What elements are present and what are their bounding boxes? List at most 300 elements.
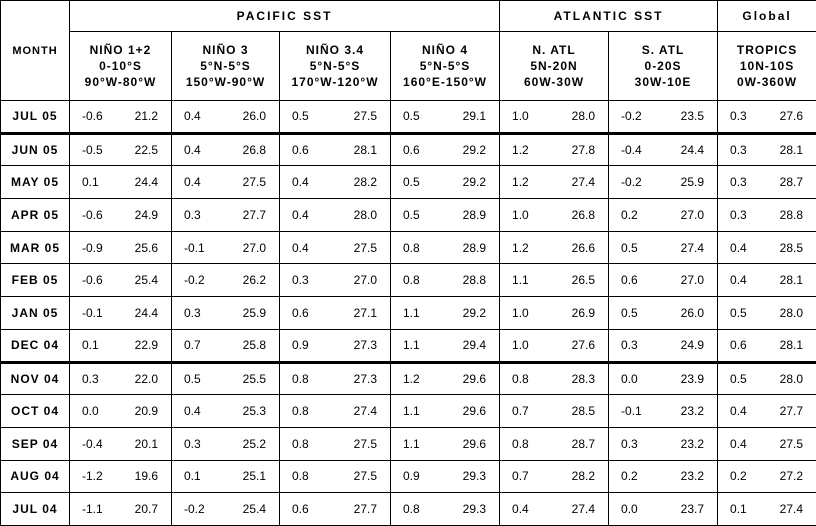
- sst-anomaly-value: 1.2: [512, 143, 529, 158]
- sst-anomaly-value: 0.3: [730, 175, 747, 190]
- region-value-cell: [280, 264, 391, 297]
- sst-anomaly-value: 0.3: [82, 371, 99, 386]
- region-value-cell: [70, 166, 172, 199]
- sst-value: 28.0: [353, 207, 377, 222]
- sst-value: 27.7: [779, 404, 804, 419]
- region-value-cell: [280, 362, 391, 395]
- sst-value: 21.2: [134, 109, 158, 124]
- sst-anomaly-value: 1.1: [403, 305, 420, 320]
- sst-anomaly-value: 0.6: [292, 143, 309, 158]
- global-group-header: Global: [718, 1, 816, 32]
- region-value-cell: [609, 264, 718, 297]
- region-value-cell: [172, 166, 280, 199]
- sst-anomaly-value: 0.7: [512, 469, 529, 484]
- region-value-cell: [500, 199, 609, 232]
- sst-anomaly-value: 0.5: [621, 240, 638, 255]
- sst-value: 26.0: [242, 109, 266, 124]
- sst-value: 27.8: [571, 143, 596, 158]
- sst-anomaly-value: 0.6: [403, 143, 420, 158]
- sst-value: 26.5: [571, 273, 596, 288]
- region-value-cell: [172, 297, 280, 330]
- month-cell: SEP 04: [1, 427, 70, 460]
- region-value-cell: [500, 101, 609, 134]
- sst-anomaly-value: 0.3: [621, 338, 638, 353]
- sst-value: 28.9: [462, 240, 487, 255]
- region-value-cell: [70, 231, 172, 264]
- sst-anomaly-value: 0.5: [403, 175, 420, 190]
- month-cell: APR 05: [1, 199, 70, 232]
- region-value-cell: [172, 460, 280, 493]
- sst-anomaly-value: 0.8: [292, 469, 309, 484]
- sst-anomaly-value: 1.2: [403, 371, 420, 386]
- sst-value: 26.8: [242, 143, 266, 158]
- sst-anomaly-value: 0.8: [292, 436, 309, 451]
- sst-value: 25.1: [242, 469, 266, 484]
- region-value-cell: [718, 362, 816, 395]
- sst-anomaly-value: 0.1: [730, 502, 747, 517]
- region-value-cell: [391, 101, 500, 134]
- sst-anomaly-value: 0.4: [184, 109, 201, 124]
- region-value-cell: [500, 329, 609, 362]
- sst-value: 24.4: [680, 143, 705, 158]
- sst-anomaly-value: -0.2: [184, 273, 205, 288]
- region-header-nino34: NIÑO 3.4 5°N-5°S 170°W-120°W: [280, 32, 391, 101]
- month-cell: NOV 04: [1, 362, 70, 395]
- sst-value: 28.7: [779, 175, 804, 190]
- sst-value: 20.1: [134, 436, 158, 451]
- sst-value: 29.2: [462, 305, 487, 320]
- month-cell: OCT 04: [1, 395, 70, 428]
- region-value-cell: [70, 264, 172, 297]
- region-value-cell: [391, 493, 500, 526]
- sst-value: 29.6: [462, 436, 487, 451]
- region-value-cell: [172, 101, 280, 134]
- region-value-cell: [500, 264, 609, 297]
- sst-value: 20.9: [134, 404, 158, 419]
- sst-value: 25.9: [680, 175, 705, 190]
- sst-value: 26.2: [242, 273, 266, 288]
- region-value-cell: [280, 133, 391, 166]
- sst-value: 24.4: [134, 305, 158, 320]
- region-value-cell: [70, 493, 172, 526]
- month-column-header: MONTH: [1, 1, 70, 101]
- sst-anomaly-value: 0.4: [730, 404, 747, 419]
- region-value-cell: [718, 329, 816, 362]
- sst-value: 19.6: [134, 469, 158, 484]
- sst-anomaly-value: 0.3: [184, 207, 201, 222]
- sst-value: 28.0: [779, 371, 804, 386]
- sst-anomaly-value: 0.5: [730, 305, 747, 320]
- region-value-cell: [500, 362, 609, 395]
- region-value-cell: [70, 362, 172, 395]
- region-value-cell: [70, 395, 172, 428]
- sst-value: 28.0: [779, 305, 804, 320]
- sst-anomaly-value: 1.2: [512, 175, 529, 190]
- table-row: [1, 329, 816, 362]
- sst-anomaly-value: -0.1: [621, 404, 642, 419]
- sst-value: 27.3: [353, 371, 377, 386]
- region-value-cell: [609, 362, 718, 395]
- sst-anomaly-value: 0.2: [621, 469, 638, 484]
- atlantic-sst-group-header: ATLANTIC SST: [500, 1, 718, 32]
- sst-anomaly-value: 0.4: [730, 273, 747, 288]
- region-value-cell: [391, 362, 500, 395]
- sst-anomaly-value: 1.1: [512, 273, 529, 288]
- sst-value: 26.6: [571, 240, 596, 255]
- sst-anomaly-value: 0.4: [184, 143, 201, 158]
- sst-value: 22.5: [134, 143, 158, 158]
- sst-value: 27.0: [242, 240, 266, 255]
- region-value-cell: [280, 460, 391, 493]
- region-value-cell: [718, 264, 816, 297]
- sst-value: 27.5: [353, 240, 377, 255]
- pacific-sst-group-header: PACIFIC SST: [70, 1, 500, 32]
- sst-value: 23.9: [680, 371, 705, 386]
- sst-anomaly-value: 0.9: [403, 469, 420, 484]
- region-value-cell: [391, 329, 500, 362]
- region-value-cell: [70, 199, 172, 232]
- sst-anomaly-value: 0.3: [730, 143, 747, 158]
- sst-value: 27.6: [571, 338, 596, 353]
- sst-anomaly-value: 0.4: [512, 502, 529, 517]
- region-value-cell: [280, 329, 391, 362]
- sst-value: 28.3: [571, 371, 596, 386]
- sst-value: 27.4: [680, 240, 705, 255]
- sst-anomaly-value: -1.1: [82, 502, 103, 517]
- region-value-cell: [500, 460, 609, 493]
- sst-anomaly-value: -0.5: [82, 143, 103, 158]
- sst-anomaly-value: 0.0: [621, 502, 638, 517]
- sst-value: 29.4: [462, 338, 487, 353]
- sst-value: 22.9: [134, 338, 158, 353]
- sst-value: 23.2: [680, 469, 705, 484]
- sst-anomaly-value: 0.4: [730, 240, 747, 255]
- region-value-cell: [280, 166, 391, 199]
- table-row: [1, 395, 816, 428]
- region-value-cell: [280, 231, 391, 264]
- sst-value: 27.2: [779, 469, 804, 484]
- sst-value: 27.4: [353, 404, 377, 419]
- region-header-south-atlantic: S. ATL 0-20S 30W-10E: [609, 32, 718, 101]
- region-value-cell: [500, 395, 609, 428]
- sst-value: 28.8: [462, 273, 487, 288]
- region-value-cell: [172, 493, 280, 526]
- region-value-cell: [172, 133, 280, 166]
- sst-value: 28.1: [779, 273, 804, 288]
- sst-value: 25.9: [242, 305, 266, 320]
- sst-anomaly-value: 0.4: [292, 175, 309, 190]
- region-value-cell: [391, 231, 500, 264]
- sst-value: 28.5: [571, 404, 596, 419]
- sst-value: 26.9: [571, 305, 596, 320]
- sst-anomaly-value: 1.1: [403, 338, 420, 353]
- region-value-cell: [609, 395, 718, 428]
- sst-anomaly-value: 0.4: [730, 436, 747, 451]
- sst-value: 28.9: [462, 207, 487, 222]
- region-value-cell: [718, 460, 816, 493]
- table-row: [1, 199, 816, 232]
- sst-value: 28.1: [779, 143, 804, 158]
- table-row: [1, 427, 816, 460]
- sst-value: 27.5: [779, 436, 804, 451]
- region-value-cell: [172, 264, 280, 297]
- sst-anomaly-value: 1.0: [512, 305, 529, 320]
- sst-value: 24.9: [134, 207, 158, 222]
- region-value-cell: [172, 362, 280, 395]
- sst-anomaly-value: 0.3: [292, 273, 309, 288]
- sst-anomaly-value: 0.3: [184, 305, 201, 320]
- sst-anomaly-value: 1.1: [403, 436, 420, 451]
- sst-value: 28.2: [571, 469, 596, 484]
- sst-anomaly-value: 0.7: [512, 404, 529, 419]
- sst-anomaly-value: -0.4: [621, 143, 642, 158]
- region-value-cell: [718, 427, 816, 460]
- sst-value: 23.5: [680, 109, 705, 124]
- region-value-cell: [70, 427, 172, 460]
- sst-value: 20.7: [134, 502, 158, 517]
- sst-anomaly-value: 0.3: [621, 436, 638, 451]
- sst-anomaly-value: -1.2: [82, 469, 103, 484]
- table-row: [1, 133, 816, 166]
- sst-anomaly-value: 0.2: [621, 207, 638, 222]
- sst-anomaly-value: 1.1: [403, 404, 420, 419]
- sst-value: 27.0: [680, 207, 705, 222]
- table-row: [1, 264, 816, 297]
- sst-value: 25.2: [242, 436, 266, 451]
- region-value-cell: [391, 297, 500, 330]
- region-value-cell: [500, 493, 609, 526]
- sst-anomaly-value: 0.8: [403, 273, 420, 288]
- sst-value: 29.3: [462, 502, 487, 517]
- sst-anomaly-value: 0.5: [184, 371, 201, 386]
- sst-value: 27.0: [353, 273, 377, 288]
- region-value-cell: [609, 133, 718, 166]
- month-cell: MAY 05: [1, 166, 70, 199]
- region-value-cell: [280, 427, 391, 460]
- sst-value: 28.1: [353, 143, 377, 158]
- region-value-cell: [280, 199, 391, 232]
- region-header-north-atlantic: N. ATL 5N-20N 60W-30W: [500, 32, 609, 101]
- month-cell: FEB 05: [1, 264, 70, 297]
- region-value-cell: [280, 395, 391, 428]
- region-value-cell: [391, 264, 500, 297]
- region-value-cell: [172, 427, 280, 460]
- region-value-cell: [391, 133, 500, 166]
- region-value-cell: [172, 231, 280, 264]
- sst-anomaly-value: 0.1: [184, 469, 201, 484]
- region-value-cell: [609, 460, 718, 493]
- region-value-cell: [70, 297, 172, 330]
- sst-anomaly-value: 1.0: [512, 338, 529, 353]
- sst-anomaly-value: 0.1: [82, 175, 99, 190]
- sst-anomaly-value: 0.4: [292, 207, 309, 222]
- region-header-nino12: NIÑO 1+2 0-10°S 90°W-80°W: [70, 32, 172, 101]
- region-value-cell: [391, 166, 500, 199]
- sst-value: 27.4: [571, 502, 596, 517]
- sst-anomaly-value: 0.0: [621, 371, 638, 386]
- sst-value: 25.3: [242, 404, 266, 419]
- table-row: [1, 231, 816, 264]
- sst-value: 29.1: [462, 109, 487, 124]
- table-row: [1, 101, 816, 134]
- sst-value: 29.2: [462, 175, 487, 190]
- sst-value: 23.7: [680, 502, 705, 517]
- region-value-cell: [391, 199, 500, 232]
- region-value-cell: [70, 133, 172, 166]
- region-value-cell: [500, 166, 609, 199]
- sst-anomaly-value: 0.4: [184, 175, 201, 190]
- sst-value: 27.3: [353, 338, 377, 353]
- region-value-cell: [718, 493, 816, 526]
- region-value-cell: [280, 297, 391, 330]
- region-value-cell: [391, 460, 500, 493]
- region-value-cell: [609, 166, 718, 199]
- region-header-nino4: NIÑO 4 5°N-5°S 160°E-150°W: [391, 32, 500, 101]
- region-value-cell: [718, 297, 816, 330]
- table-row: [1, 460, 816, 493]
- region-value-cell: [172, 199, 280, 232]
- sst-anomaly-value: 0.8: [512, 436, 529, 451]
- sst-anomaly-value: 0.6: [730, 338, 747, 353]
- sst-anomaly-value: -0.6: [82, 273, 103, 288]
- region-header-row: [1, 32, 816, 101]
- table-row: [1, 297, 816, 330]
- region-header-nino3: NIÑO 3 5°N-5°S 150°W-90°W: [172, 32, 280, 101]
- sst-anomaly-value: -0.6: [82, 207, 103, 222]
- sst-value: 27.7: [242, 207, 266, 222]
- sst-value: 27.4: [779, 502, 804, 517]
- sst-value: 25.8: [242, 338, 266, 353]
- region-value-cell: [718, 166, 816, 199]
- sst-anomaly-value: 0.5: [730, 371, 747, 386]
- sst-value: 28.1: [779, 338, 804, 353]
- sst-anomaly-value: 0.6: [292, 502, 309, 517]
- sst-value: 27.5: [353, 109, 377, 124]
- sst-anomaly-value: 0.6: [621, 273, 638, 288]
- sst-anomaly-value: 0.9: [292, 338, 309, 353]
- sst-anomaly-value: 0.3: [730, 207, 747, 222]
- sst-anomaly-value: 0.8: [403, 502, 420, 517]
- sst-value: 24.4: [134, 175, 158, 190]
- sst-anomaly-value: 1.0: [512, 109, 529, 124]
- sst-anomaly-value: 0.3: [730, 109, 747, 124]
- region-value-cell: [718, 395, 816, 428]
- sst-value: 28.5: [779, 240, 804, 255]
- sst-anomaly-value: -0.6: [82, 109, 103, 124]
- sst-anomaly-value: 0.4: [184, 404, 201, 419]
- sst-anomaly-value: -0.4: [82, 436, 103, 451]
- month-cell: AUG 04: [1, 460, 70, 493]
- sst-anomaly-value: 0.4: [292, 240, 309, 255]
- sst-anomaly-value: 0.3: [184, 436, 201, 451]
- region-value-cell: [280, 493, 391, 526]
- sst-value: 28.8: [779, 207, 804, 222]
- sst-value: 23.2: [680, 404, 705, 419]
- sst-anomaly-value: 0.6: [292, 305, 309, 320]
- region-value-cell: [172, 329, 280, 362]
- sst-anomaly-value: 0.2: [730, 469, 747, 484]
- sst-value: 29.6: [462, 371, 487, 386]
- sst-value: 25.6: [134, 240, 158, 255]
- sst-value: 28.0: [571, 109, 596, 124]
- region-value-cell: [609, 101, 718, 134]
- sst-anomaly-value: -0.1: [82, 305, 103, 320]
- month-cell: JUL 05: [1, 101, 70, 134]
- region-value-cell: [609, 493, 718, 526]
- sst-anomaly-value: 1.0: [512, 207, 529, 222]
- region-value-cell: [609, 297, 718, 330]
- sst-value: 27.5: [242, 175, 266, 190]
- region-value-cell: [391, 395, 500, 428]
- sst-anomaly-value: -0.9: [82, 240, 103, 255]
- sst-value: 27.5: [353, 469, 377, 484]
- sst-anomaly-value: 0.8: [512, 371, 529, 386]
- sst-anomaly-value: 0.7: [184, 338, 201, 353]
- region-value-cell: [500, 297, 609, 330]
- sst-anomaly-value: 0.5: [403, 109, 420, 124]
- sst-anomaly-value: 1.2: [512, 240, 529, 255]
- sst-value: 29.3: [462, 469, 487, 484]
- region-value-cell: [609, 329, 718, 362]
- sst-value: 27.5: [353, 436, 377, 451]
- region-value-cell: [391, 427, 500, 460]
- region-value-cell: [500, 427, 609, 460]
- sst-anomaly-value: 0.8: [292, 371, 309, 386]
- sst-value: 25.4: [134, 273, 158, 288]
- region-value-cell: [718, 199, 816, 232]
- region-value-cell: [280, 101, 391, 134]
- table-row: [1, 362, 816, 395]
- sst-anomaly-value: 0.8: [403, 240, 420, 255]
- sst-anomaly-value: -0.2: [184, 502, 205, 517]
- table-row: [1, 166, 816, 199]
- region-value-cell: [500, 231, 609, 264]
- sst-value: 27.4: [571, 175, 596, 190]
- sst-anomaly-value: 0.5: [621, 305, 638, 320]
- sst-value: 25.5: [242, 371, 266, 386]
- sst-value: 28.7: [571, 436, 596, 451]
- region-value-cell: [500, 133, 609, 166]
- region-value-cell: [718, 231, 816, 264]
- sst-value: 27.0: [680, 273, 705, 288]
- sst-value: 22.0: [134, 371, 158, 386]
- region-header-tropics: TROPICS 10N-10S 0W-360W: [718, 32, 816, 101]
- month-cell: JUL 04: [1, 493, 70, 526]
- month-cell: MAR 05: [1, 231, 70, 264]
- table-body: [1, 101, 816, 526]
- month-cell: JAN 05: [1, 297, 70, 330]
- sst-value: 27.7: [353, 502, 377, 517]
- region-value-cell: [718, 101, 816, 134]
- sst-value: 26.0: [680, 305, 705, 320]
- sst-anomaly-value: 0.0: [82, 404, 99, 419]
- region-value-cell: [718, 133, 816, 166]
- table-row: [1, 493, 816, 526]
- sst-anomaly-value: -0.1: [184, 240, 205, 255]
- sst-anomaly-value: -0.2: [621, 109, 642, 124]
- month-cell: JUN 05: [1, 133, 70, 166]
- sst-anomaly-value: -0.2: [621, 175, 642, 190]
- region-value-cell: [609, 199, 718, 232]
- sst-value: 23.2: [680, 436, 705, 451]
- sst-value: 27.6: [779, 109, 804, 124]
- region-value-cell: [70, 329, 172, 362]
- region-value-cell: [609, 427, 718, 460]
- sst-value: 26.8: [571, 207, 596, 222]
- region-value-cell: [70, 460, 172, 493]
- region-value-cell: [172, 395, 280, 428]
- sst-value: 24.9: [680, 338, 705, 353]
